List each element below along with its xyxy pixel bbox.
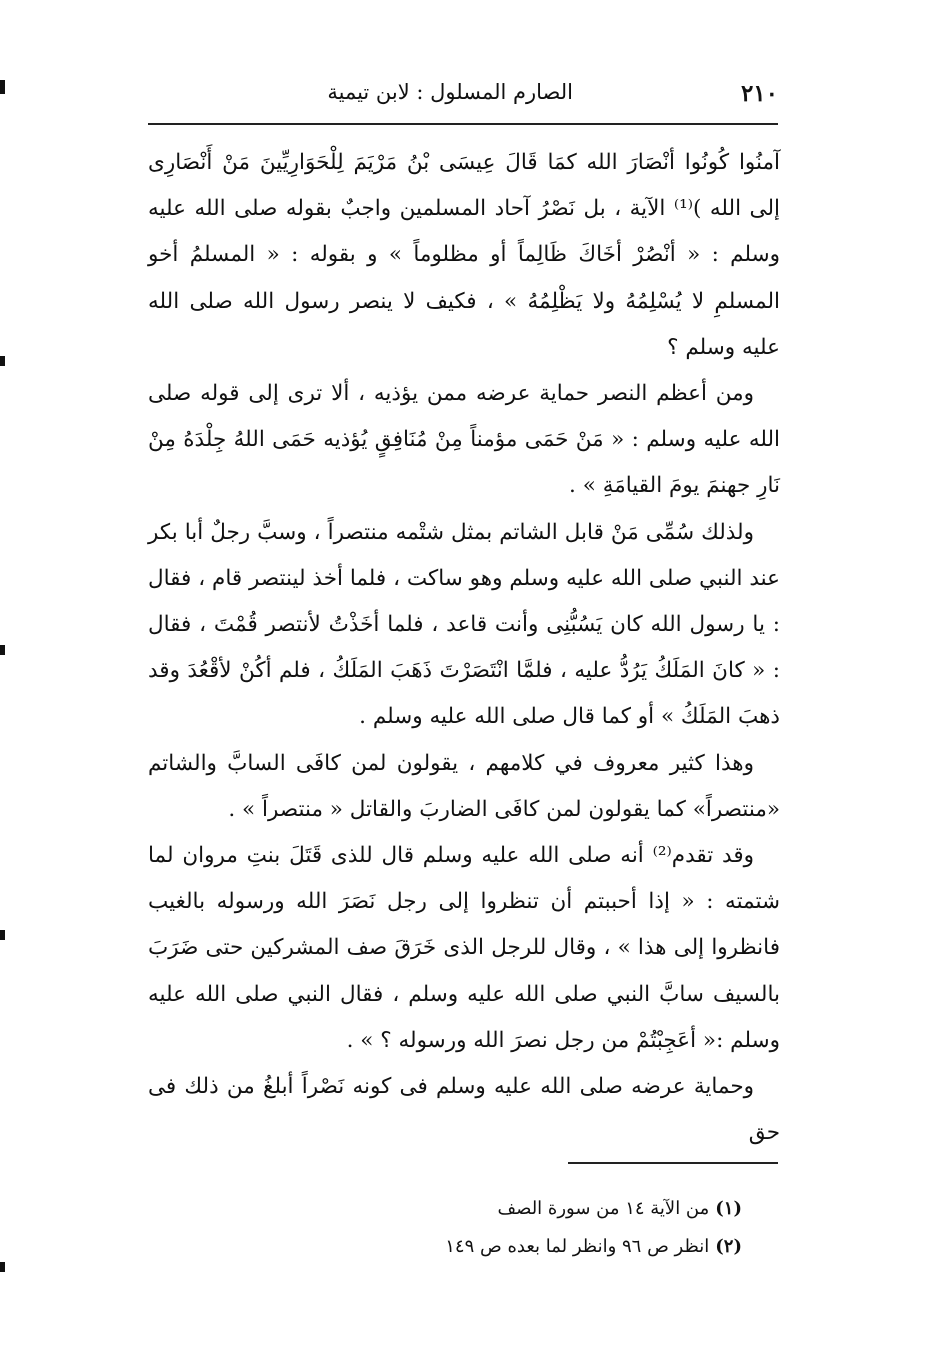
paragraph: وحماية عرضه صلى الله عليه وسلم فى كونه نَصْراً أبلغُ من ذلك فى حق: [148, 1074, 780, 1146]
paragraph: وهذا كثير معروف في كلامهم ، يقولون لمن كافَى السابَّ والشاتم «منتصراً» كما يقولون لمن كافَى الضاربَ والقاتل « منتصراً » .: [148, 750, 780, 822]
paragraph: وقد تقدم⁽²⁾ أنه صلى الله عليه وسلم قال للذى قَتَلَ بنتِ مروان لما شتمته : « إذا أحببتم أن تنظروا إلى رجل نَصَرَ الله ورسوله بالغيب فانظروا إلى هذا » ، وقال للرجل الذى خَرَقَ صف المشركين حتى ضَرَبَ بالسيف سابَّ النبي صلى الله عليه وسلم ، فقال النبي صلى الله عليه وسلم :« أعَجِبْتُمْ من رجل نصرَ الله ورسوله ؟ » .: [148, 843, 780, 1053]
page-number: ٢١٠: [740, 80, 778, 107]
footnote-text: انظر ص ٩٦ وانظر لما بعده ص ١٤٩: [445, 1236, 710, 1257]
running-title: الصارم المسلول : لابن تيمية: [327, 80, 573, 104]
page-header: [148, 78, 778, 118]
scan-mark: [0, 1262, 5, 1272]
scan-mark: [0, 80, 5, 94]
footnote-number: (٢): [715, 1236, 742, 1257]
paragraph: ومن أعظم النصر حماية عرضه ممن يؤذيه ، ألا ترى إلى قوله صلى الله عليه وسلم : « مَنْ حَمَى مؤمناً مِنْ مُنَافِقٍ يُؤذيه حَمَى اللهُ جِلْدَهُ مِنْ نَارِ جهنمَ يومَ القيامَةِ » .: [148, 381, 780, 499]
scan-mark: [0, 930, 5, 940]
footnote: [300, 1190, 742, 1228]
footnote-number: (١): [715, 1198, 742, 1219]
header-rule: [148, 123, 778, 125]
footnote-text: من الآية ١٤ من سورة الصف: [497, 1198, 710, 1219]
paragraph: ولذلك سُمِّى مَنْ قابل الشاتم بمثل شتْمه منتصراً ، وسبَّ رجلٌ أبا بكر عند النبي صلى الله عليه وسلم وهو ساكت ، فلما أخذ لينتصر قام ، فقال : يا رسول الله كان يَسُبُّنِى وأنت قاعد ، فلما أخَذْتُ لأنتصر قُمْتَ ، فقال : « كانَ المَلَكُ يَرُدُّ عليه ، فلمَّا انْتَصَرْتَ ذَهَبَ المَلَكُ ، فلم أكُنْ لأقْعُدَ وقد ذهبَ المَلَكُ » أو كما قال صلى الله عليه وسلم .: [148, 519, 780, 730]
scan-mark: [0, 645, 5, 655]
footnotes: [300, 1190, 742, 1266]
scan-mark: [0, 356, 5, 366]
footnote: [300, 1228, 742, 1266]
footnote-rule: [568, 1162, 778, 1164]
paragraph: آمنُوا كُونُوا أنْصَارَ الله كمَا قَالَ عِيسَى بْنُ مَرْيَمَ لِلْحَوَارِيِّينَ مَنْ أَنْصَارِى إلى الله )⁽¹⁾ الآية ، بل نَصْرُ آحاد المسلمين واجبٌ بقوله صلى الله عليه وسلم : « أنْصُرْ أخَاكَ ظَالِماً أو مظلوماً » و بقوله : « المسلمُ أخو المسلمِ لا يُسْلِمُهُ ولا يَظْلِمُهُ » ، فكيف لا ينصر رسول الله صلى الله عليه وسلم ؟: [148, 150, 780, 360]
body-text: [148, 140, 780, 1156]
